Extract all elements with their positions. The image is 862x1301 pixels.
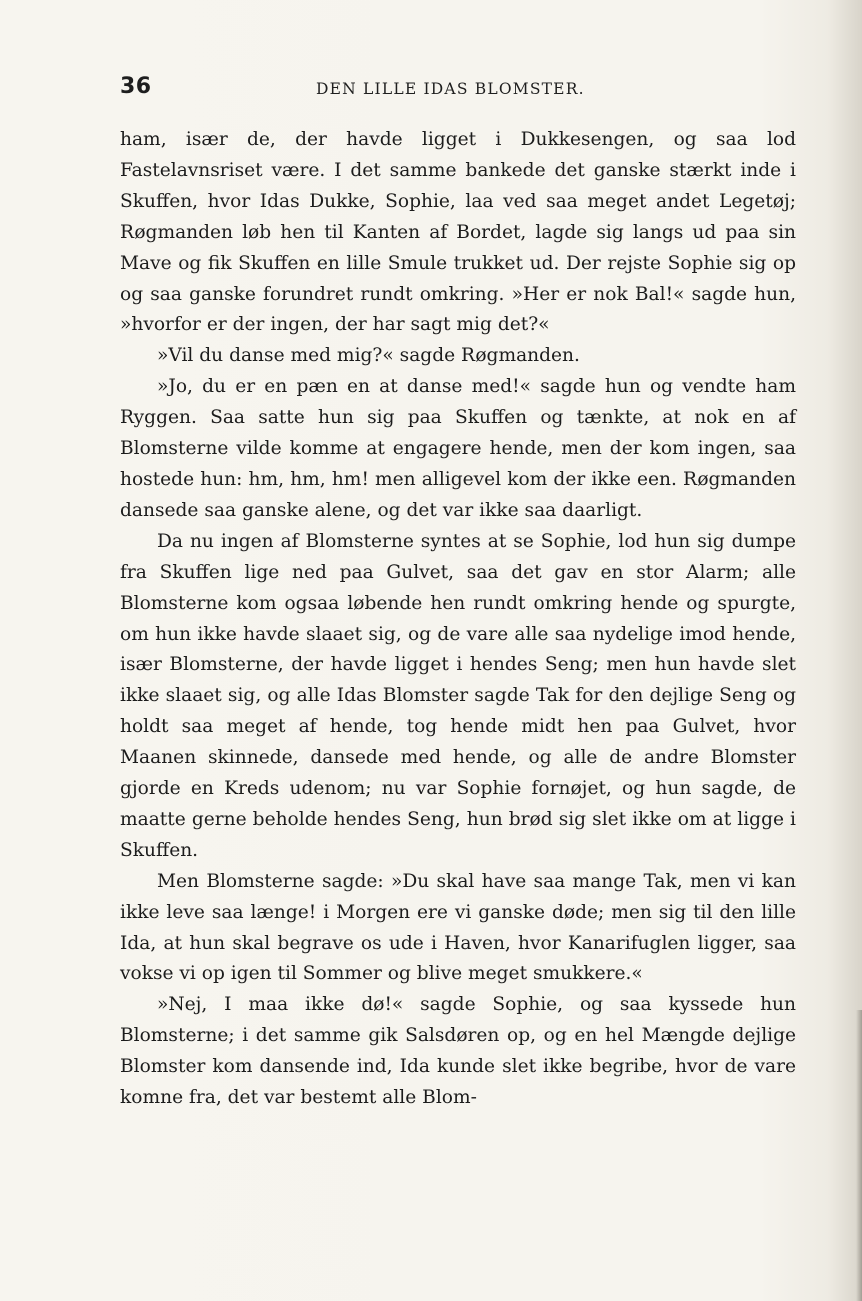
body-text	[120, 125, 796, 1114]
paragraph-1: ham, især de, der havde ligget i Dukkesengen, og saa lod Fastelavnsriset være. I det samme bankede det ganske stærkt inde i Skuffen, hvor Idas Dukke, Sophie, laa ved saa meget andet Legetøj; Røgmanden løb hen til Kanten af Bordet, lagde sig langs ud paa sin Mave og fik Skuffen en lille Smule trukket ud. Der rejste Sophie sig op og saa ganske forundret rundt omkring. »Her er nok Bal!« sagde hun, »hvorfor er der ingen, der har sagt mig det?«	[120, 129, 796, 336]
paragraph-4: Da nu ingen af Blomsterne syntes at se Sophie, lod hun sig dumpe fra Skuffen lige ned paa Gulvet, saa det gav en stor Alarm; alle Blomsterne kom ogsaa løbende hen rundt omkring hende og spurgte, om hun ikke havde slaaet sig, og de vare alle saa nydelige imod hende, især Blomsterne, der havde ligget i hendes Seng; men hun havde slet ikke slaaet sig, og alle Idas Blomster sagde Tak for den dejlige Seng og holdt saa meget af hende, tog hende midt hen paa Gulvet, hvor Maanen skinnede, dansede med hende, og alle de andre Blomster gjorde en Kreds udenom; nu var Sophie fornøjet, og hun sagde, de maatte gerne beholde hendes Seng, hun brød sig slet ikke om at ligge i Skuffen.	[120, 530, 796, 861]
paragraph-3: »Jo, du er en pæn en at danse med!« sagde hun og vendte ham Ryggen. Saa satte hun sig paa Skuffen og tænkte, at nok en af Blomsterne vilde komme at engagere hende, men der kom ingen, saa hostede hun: hm, hm, hm! men alligevel kom der ikke een. Røgmanden dansede saa ganske alene, og det var ikke saa daarligt.	[120, 376, 796, 521]
running-head: DEN LILLE IDAS BLOMSTER.	[316, 80, 585, 98]
page-edge-shadow	[856, 1010, 862, 1301]
paragraph-5: Men Blomsterne sagde: »Du skal have saa mange Tak, men vi kan ikke leve saa længe! i Morgen ere vi ganske døde; men sig til den lille Ida, at hun skal begrave os ude i Haven, hvor Kanarifuglen ligger, saa vokse vi op igen til Sommer og blive meget smukkere.«	[120, 870, 796, 985]
page-header	[120, 74, 796, 110]
page-number: 36	[120, 74, 152, 99]
paragraph-2: »Vil du danse med mig?« sagde Røgmanden.	[157, 345, 580, 367]
paragraph-6: »Nej, I maa ikke dø!« sagde Sophie, og saa kyssede hun Blomsterne; i det samme gik Salsdøren op, og en hel Mængde dejlige Blomster kom dansende ind, Ida kunde slet ikke begribe, hvor de vare komne fra, det var bestemt alle Blom-	[120, 994, 796, 1109]
